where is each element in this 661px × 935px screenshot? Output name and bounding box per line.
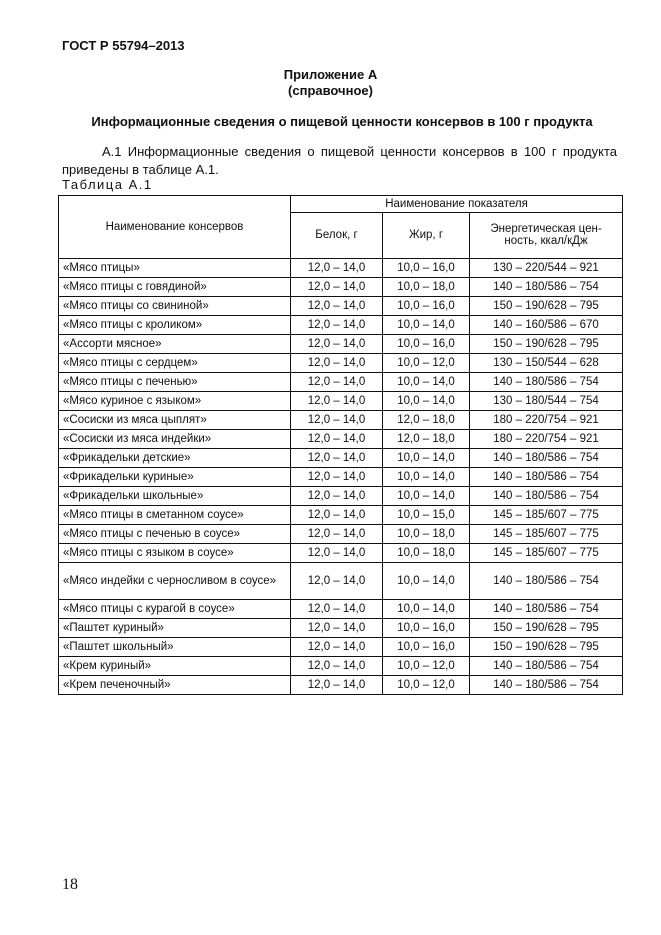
product-name-text: «Мясо птицы в сметанном соусе»	[63, 509, 244, 521]
protein-cell: 12,0 – 14,0	[291, 619, 383, 638]
table-row	[59, 316, 623, 335]
nutrition-table	[58, 195, 623, 695]
section-heading: Информационные сведения о пищевой ценности консервов в 100 г продукта	[91, 114, 593, 129]
product-name-text: «Сосиски из мяса цыплят»	[63, 414, 207, 426]
table-row	[59, 638, 623, 657]
product-name-cell	[59, 259, 291, 278]
energy-cell: 140 – 180/586 – 754	[470, 449, 623, 468]
protein-cell: 12,0 – 14,0	[291, 259, 383, 278]
product-name-cell	[59, 525, 291, 544]
table-row	[59, 449, 623, 468]
protein-cell: 12,0 – 14,0	[291, 392, 383, 411]
energy-cell: 180 – 220/754 – 921	[470, 430, 623, 449]
product-name-cell	[59, 638, 291, 657]
protein-cell: 12,0 – 14,0	[291, 430, 383, 449]
table-row	[59, 392, 623, 411]
product-name-cell	[59, 373, 291, 392]
product-name-text: «Фрикадельки куриные»	[63, 471, 194, 483]
product-name-text: «Мясо птицы с говядиной»	[63, 281, 207, 293]
energy-cell: 140 – 180/586 – 754	[470, 278, 623, 297]
protein-cell: 12,0 – 14,0	[291, 525, 383, 544]
protein-cell: 12,0 – 14,0	[291, 600, 383, 619]
fat-cell: 10,0 – 12,0	[383, 354, 470, 373]
protein-cell: 12,0 – 14,0	[291, 487, 383, 506]
product-name-text: «Мясо птицы с курагой в соусе»	[63, 603, 235, 615]
product-name-text: «Мясо птицы с печенью»	[63, 376, 198, 388]
protein-cell: 12,0 – 14,0	[291, 657, 383, 676]
product-name-cell	[59, 316, 291, 335]
energy-cell: 145 – 185/607 – 775	[470, 506, 623, 525]
energy-cell: 150 – 190/628 – 795	[470, 297, 623, 316]
table-row	[59, 525, 623, 544]
fat-cell: 10,0 – 18,0	[383, 544, 470, 563]
product-name-text: «Мясо птицы со свининой»	[63, 300, 209, 312]
product-name-text: «Мясо птицы»	[63, 262, 140, 274]
energy-cell: 140 – 180/586 – 754	[470, 676, 623, 695]
protein-cell: 12,0 – 14,0	[291, 676, 383, 695]
product-name-cell	[59, 430, 291, 449]
page-number: 18	[62, 876, 78, 893]
product-name-cell	[59, 411, 291, 430]
table-row	[59, 430, 623, 449]
product-name-cell	[59, 563, 291, 600]
fat-cell: 10,0 – 14,0	[383, 449, 470, 468]
table-row	[59, 676, 623, 695]
protein-cell: 12,0 – 14,0	[291, 354, 383, 373]
fat-cell: 10,0 – 14,0	[383, 600, 470, 619]
product-name-text: «Мясо птицы с печенью в соусе»	[63, 528, 240, 540]
appendix-subtitle: (справочное)	[288, 83, 373, 98]
product-name-cell	[59, 468, 291, 487]
product-name-cell	[59, 297, 291, 316]
energy-cell: 130 – 150/544 – 628	[470, 354, 623, 373]
fat-cell: 10,0 – 18,0	[383, 278, 470, 297]
table-row	[59, 544, 623, 563]
protein-cell: 12,0 – 14,0	[291, 297, 383, 316]
fat-cell: 10,0 – 16,0	[383, 638, 470, 657]
fat-cell: 10,0 – 14,0	[383, 316, 470, 335]
table-row	[59, 619, 623, 638]
energy-cell: 140 – 180/586 – 754	[470, 487, 623, 506]
table-row	[59, 411, 623, 430]
product-name-text: «Мясо птицы с сердцем»	[63, 357, 198, 369]
header-indicator-group: Наименование показателя	[291, 196, 623, 213]
table-body	[59, 259, 623, 695]
protein-cell: 12,0 – 14,0	[291, 449, 383, 468]
product-name-text: «Фрикадельки детские»	[63, 452, 191, 464]
appendix-title: Приложение А	[283, 67, 378, 82]
product-name-cell	[59, 506, 291, 525]
product-name-text: «Паштет школьный»	[63, 641, 174, 653]
product-name-text: «Мясо птицы с языком в соусе»	[63, 547, 234, 559]
product-name-text: «Сосиски из мяса индейки»	[63, 433, 212, 445]
fat-cell: 10,0 – 14,0	[383, 392, 470, 411]
protein-cell: 12,0 – 14,0	[291, 278, 383, 297]
intro-paragraph	[62, 143, 617, 179]
product-name-cell	[59, 619, 291, 638]
energy-cell: 140 – 160/586 – 670	[470, 316, 623, 335]
energy-cell: 180 – 220/754 – 921	[470, 411, 623, 430]
product-name-cell	[59, 600, 291, 619]
table-row	[59, 487, 623, 506]
product-name-cell	[59, 449, 291, 468]
fat-cell: 10,0 – 12,0	[383, 657, 470, 676]
protein-cell: 12,0 – 14,0	[291, 335, 383, 354]
fat-cell: 10,0 – 12,0	[383, 676, 470, 695]
energy-cell: 140 – 180/586 – 754	[470, 373, 623, 392]
document-code: ГОСТ Р 55794–2013	[62, 38, 185, 53]
protein-cell: 12,0 – 14,0	[291, 411, 383, 430]
product-name-cell	[59, 657, 291, 676]
product-name-text: «Мясо птицы с кроликом»	[63, 319, 203, 331]
energy-cell: 145 – 185/607 – 775	[470, 525, 623, 544]
energy-cell: 150 – 190/628 – 795	[470, 638, 623, 657]
product-name-text: «Паштет куриный»	[63, 622, 164, 634]
fat-cell: 10,0 – 16,0	[383, 297, 470, 316]
table-row	[59, 563, 623, 600]
product-name-cell	[59, 335, 291, 354]
energy-cell: 130 – 220/544 – 921	[470, 259, 623, 278]
product-name-text: «Крем печеночный»	[63, 679, 171, 691]
protein-cell: 12,0 – 14,0	[291, 563, 383, 600]
energy-cell: 140 – 180/586 – 754	[470, 563, 623, 600]
table-row	[59, 278, 623, 297]
energy-cell: 140 – 180/586 – 754	[470, 468, 623, 487]
protein-cell: 12,0 – 14,0	[291, 506, 383, 525]
energy-cell: 140 – 180/586 – 754	[470, 600, 623, 619]
table-row	[59, 297, 623, 316]
energy-cell: 140 – 180/586 – 754	[470, 657, 623, 676]
product-name-cell	[59, 676, 291, 695]
table-row	[59, 259, 623, 278]
fat-cell: 10,0 – 18,0	[383, 525, 470, 544]
fat-cell: 10,0 – 16,0	[383, 335, 470, 354]
product-name-cell	[59, 544, 291, 563]
product-name-text: «Ассорти мясное»	[63, 338, 162, 350]
header-protein: Белок, г	[291, 212, 383, 258]
protein-cell: 12,0 – 14,0	[291, 638, 383, 657]
product-name-cell	[59, 487, 291, 506]
fat-cell: 10,0 – 14,0	[383, 487, 470, 506]
fat-cell: 10,0 – 14,0	[383, 373, 470, 392]
protein-cell: 12,0 – 14,0	[291, 373, 383, 392]
protein-cell: 12,0 – 14,0	[291, 544, 383, 563]
fat-cell: 10,0 – 15,0	[383, 506, 470, 525]
table-caption: Таблица А.1	[62, 177, 153, 192]
fat-cell: 10,0 – 16,0	[383, 619, 470, 638]
fat-cell: 12,0 – 18,0	[383, 411, 470, 430]
energy-cell: 150 – 190/628 – 795	[470, 619, 623, 638]
fat-cell: 10,0 – 14,0	[383, 563, 470, 600]
protein-cell: 12,0 – 14,0	[291, 316, 383, 335]
header-product-name: Наименование консервов	[59, 196, 291, 259]
energy-cell: 145 – 185/607 – 775	[470, 544, 623, 563]
table-row	[59, 373, 623, 392]
table-row	[59, 468, 623, 487]
energy-cell: 130 – 180/544 – 754	[470, 392, 623, 411]
table-row	[59, 354, 623, 373]
product-name-cell	[59, 278, 291, 297]
fat-cell: 10,0 – 16,0	[383, 259, 470, 278]
product-name-text: «Мясо индейки с черносливом в соусе»	[63, 575, 277, 587]
header-fat: Жир, г	[383, 212, 470, 258]
product-name-cell	[59, 392, 291, 411]
table-row	[59, 506, 623, 525]
product-name-text: «Крем куриный»	[63, 660, 152, 672]
table-row	[59, 600, 623, 619]
product-name-text: «Мясо куриное с языком»	[63, 395, 202, 407]
protein-cell: 12,0 – 14,0	[291, 468, 383, 487]
energy-cell: 150 – 190/628 – 795	[470, 335, 623, 354]
table-row	[59, 335, 623, 354]
product-name-cell	[59, 354, 291, 373]
table-row	[59, 657, 623, 676]
fat-cell: 10,0 – 14,0	[383, 468, 470, 487]
intro-paragraph-text: А.1 Информационные сведения о пищевой ценности консервов в 100 г продукта приведены в таблице А.1.	[62, 144, 617, 177]
product-name-text: «Фрикадельки школьные»	[63, 490, 204, 502]
header-energy: Энергетическая цен-ность, ккал/кДж	[470, 212, 623, 258]
fat-cell: 12,0 – 18,0	[383, 430, 470, 449]
